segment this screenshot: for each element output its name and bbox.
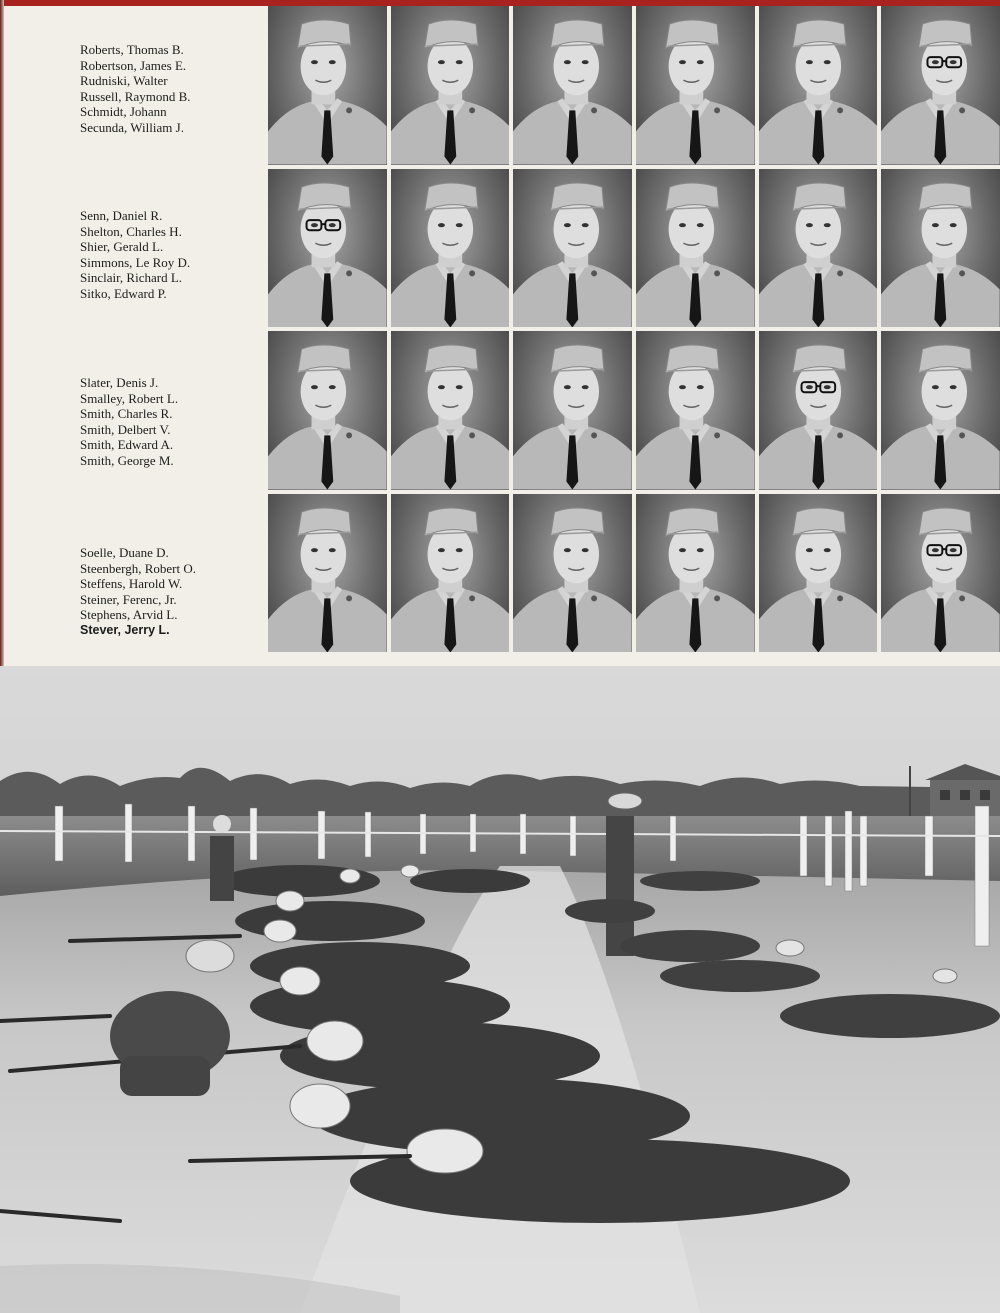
soldier-portrait: [391, 6, 510, 165]
portrait-photo: [513, 494, 632, 653]
portrait-photo: [759, 6, 878, 165]
roster-name: Smith, George M.: [80, 452, 174, 468]
portrait-photo: [268, 494, 387, 653]
soldier-portrait: [513, 169, 632, 328]
portrait-grid: [268, 6, 1000, 652]
portrait-photo: [636, 494, 755, 653]
roster-name: Smith, Delbert V.: [80, 421, 171, 437]
portrait-photo: [636, 331, 755, 490]
roster-name: Shier, Gerald L.: [80, 239, 164, 254]
portrait-photo: [391, 169, 510, 328]
name-group-1: [80, 42, 265, 135]
roster-name: Smalley, Robert L.: [80, 390, 179, 406]
portrait-photo: [391, 6, 510, 165]
soldier-portrait: [513, 494, 632, 653]
portrait-photo: [881, 494, 1000, 653]
soldier-portrait: [391, 494, 510, 653]
portrait-photo: [881, 331, 1000, 490]
soldier-portrait: [759, 6, 878, 165]
portrait-photo: [391, 494, 510, 653]
roster-name: Secunda, William J.: [80, 119, 184, 135]
soldier-portrait: [391, 169, 510, 328]
roster-name: Schmidt, Johann: [80, 104, 167, 119]
soldier-portrait: [881, 6, 1000, 165]
portrait-photo: [759, 494, 878, 653]
soldier-portrait: [636, 494, 755, 653]
portrait-photo: [268, 331, 387, 490]
soldier-portrait: [391, 331, 510, 490]
soldier-portrait: [881, 494, 1000, 653]
roster-name: Steffens, Harold W.: [80, 576, 183, 591]
roster-name: Steiner, Ferenc, Jr.: [80, 591, 177, 607]
soldier-portrait: [268, 169, 387, 328]
soldier-portrait: [513, 331, 632, 490]
soldier-portrait: [513, 6, 632, 165]
roster-name: Stever, Jerry L.: [80, 622, 170, 637]
roster-name: Russell, Raymond B.: [80, 88, 191, 104]
roster-name: Roberts, Thomas B.: [80, 42, 184, 57]
portrait-photo: [636, 169, 755, 328]
soldier-portrait: [759, 331, 878, 490]
roster-name: Robertson, James E.: [80, 57, 187, 73]
roster-name: Smith, Charles R.: [80, 406, 173, 421]
name-group-2: [80, 208, 265, 301]
soldier-portrait: [759, 494, 878, 653]
soldier-portrait: [636, 6, 755, 165]
roster-name: Senn, Daniel R.: [80, 208, 163, 223]
portrait-photo: [513, 169, 632, 328]
soldier-portrait: [268, 331, 387, 490]
roster-name: Soelle, Duane D.: [80, 545, 169, 560]
rifle-range-photo-image: [0, 666, 1000, 1313]
rifle-range-photo: [0, 666, 1000, 1313]
portrait-photo: [391, 331, 510, 490]
portrait-photo: [636, 6, 755, 165]
soldier-portrait: [881, 169, 1000, 328]
portrait-photo: [759, 169, 878, 328]
soldier-portrait: [759, 169, 878, 328]
soldier-portrait: [881, 331, 1000, 490]
roster-name: Steenbergh, Robert O.: [80, 560, 197, 576]
name-group-3: [80, 375, 265, 468]
roster-name: Slater, Denis J.: [80, 375, 159, 390]
roster-name: Rudniski, Walter: [80, 73, 168, 88]
soldier-portrait: [268, 6, 387, 165]
roster-name: Sitko, Edward P.: [80, 285, 167, 301]
roster-name: Smith, Edward A.: [80, 437, 174, 452]
name-group-4: [80, 545, 265, 638]
soldier-portrait: [636, 331, 755, 490]
portrait-photo: [513, 331, 632, 490]
portrait-photo: [268, 6, 387, 165]
roster-name: Shelton, Charles H.: [80, 223, 182, 239]
roster-name: Stephens, Arvid L.: [80, 607, 178, 622]
portrait-photo: [268, 169, 387, 328]
portrait-photo: [513, 6, 632, 165]
soldier-portrait: [268, 494, 387, 653]
portrait-photo: [881, 169, 1000, 328]
portrait-photo: [881, 6, 1000, 165]
portrait-photo: [759, 331, 878, 490]
roster-name: Sinclair, Richard L.: [80, 270, 183, 285]
roster-name: Simmons, Le Roy D.: [80, 254, 191, 270]
soldier-portrait: [636, 169, 755, 328]
